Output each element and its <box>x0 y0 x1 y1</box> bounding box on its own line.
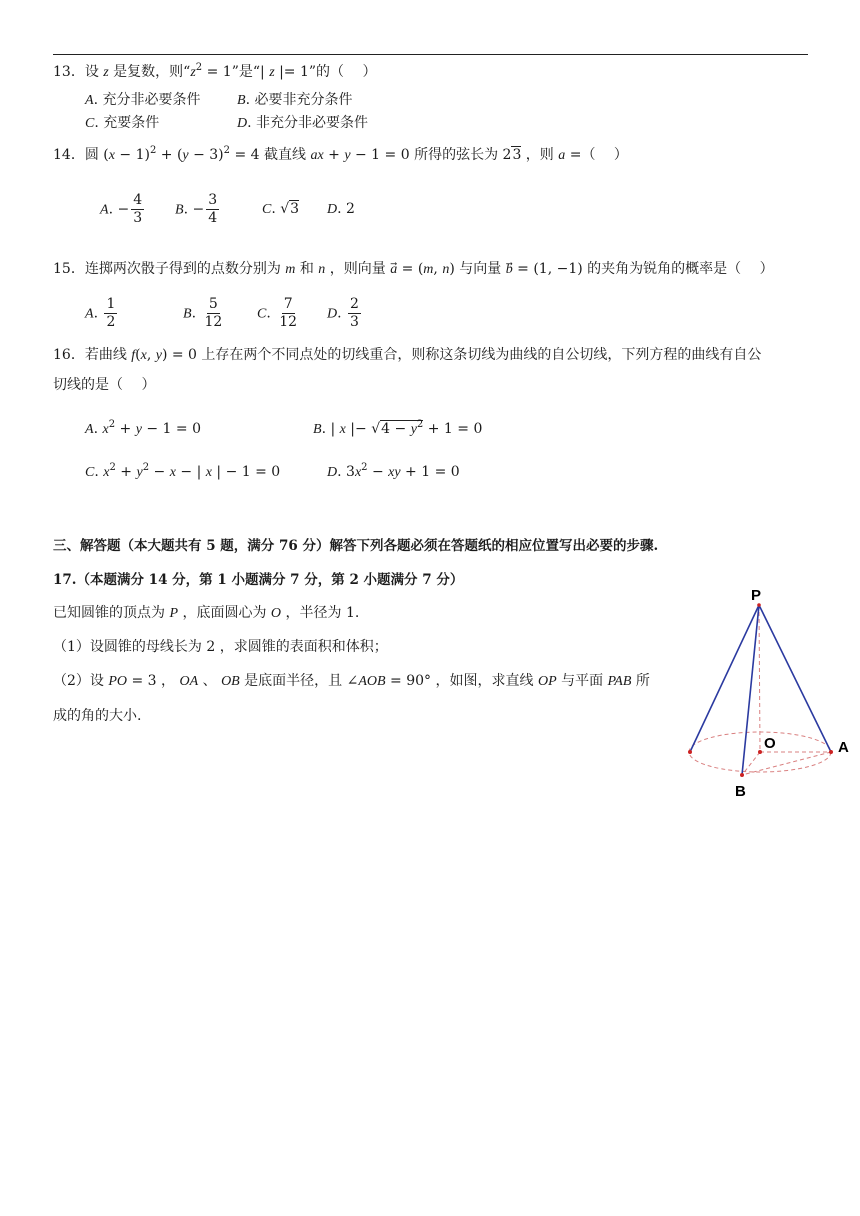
label-A: A <box>838 739 849 756</box>
q15-option-a: A. $\frac{1}{2}$ <box>85 296 116 330</box>
top-rule <box>53 54 808 55</box>
q13-option-c: C. 充要条件 <box>85 115 160 131</box>
q16-option-d: D. $3x^2$ − xy + 1 = 0 <box>327 462 460 480</box>
label-B: B <box>735 783 746 800</box>
q15-stem: 15．连掷两次骰子得到的点数分别为 m 和 n ，则向量 a⃗ = (m, n) 与向量 b⃗ = (1, −1) 的夹角为锐角的概率是（ ） <box>53 261 774 277</box>
q14-option-a: A. − $\frac{4}{3}$ <box>100 192 143 226</box>
edge-P-left <box>690 605 759 752</box>
segment-AB <box>742 752 831 775</box>
q14-option-d: D. 2 <box>327 201 355 217</box>
point-A <box>829 750 833 754</box>
q16-stem-line1: 16．若曲线 f(x, y) = 0 上存在两个不同点处的切线重合，则称这条切线为曲线的自公切线，下列方程的曲线有自公 <box>53 347 762 363</box>
edge-PB <box>742 605 759 775</box>
q15-option-d: D. $\frac{2}{3}$ <box>327 296 359 330</box>
q14-option-b: B. − $\frac{3}{4}$ <box>175 192 218 226</box>
q17-title: 17.（本题满分 14 分，第 1 小题满分 7 分，第 2 小题满分 7 分） <box>53 572 464 588</box>
q13-option-a: A. 充分非必要条件 <box>85 92 201 108</box>
q16-option-a: A. $x^2 + y - 1 = 0$ <box>85 419 201 437</box>
cone-figure <box>680 580 855 805</box>
q16-option-b: B. | x |− $√4 - y^2 + 1 = 0$ <box>313 419 483 437</box>
q13-option-b: B. 必要非充分条件 <box>237 92 353 108</box>
segment-PO <box>759 605 760 752</box>
q16-stem-line2: 切线的是（ ） <box>53 377 156 393</box>
q14-stem: 14．圆 $(x - 1)^2 + (y - 3)^2 = 4$ 截直线 ax + y − 1 = 0 所得的弦长为 23 ，则 a =（ ） <box>53 145 628 163</box>
point-B <box>740 773 744 777</box>
q17-part2-cont: 成的角的大小. <box>53 708 142 724</box>
section3-heading: 三、解答题（本大题共有 5 题，满分 76 分）解答下列各题必须在答题纸的相应位置写出必要的步骤. <box>53 538 659 554</box>
point-left <box>688 750 692 754</box>
q17-part1: （1）设圆锥的母线长为 2 ，求圆锥的表面积和体积； <box>53 639 388 655</box>
q15-options <box>85 296 385 336</box>
q14-option-c: C. √3 <box>262 201 300 217</box>
label-P: P <box>751 587 762 604</box>
q13-option-d: D. 非充分非必要条件 <box>237 115 369 131</box>
q15-option-c: C. $\frac{7}{12}$ <box>257 296 298 330</box>
label-O: O <box>764 735 776 752</box>
q14-options <box>100 192 400 232</box>
point-O <box>758 750 762 754</box>
q13-stem: 13．设 z 是复数，则“$z^2 = 1$”是“| z |= 1”的（ ） <box>53 62 377 80</box>
q17-part2: （2）设 PO = 3 ， OA 、 OB 是底面半径，且 ∠AOB = 90° ，如图，求直线 OP 与平面 PAB 所 <box>53 673 650 689</box>
q15-option-b: B. $\frac{5}{12}$ <box>183 296 223 330</box>
edge-PA <box>759 605 831 752</box>
q17-line1: 已知圆锥的顶点为 P ，底面圆心为 O ，半径为 1. <box>53 605 360 621</box>
q16-option-c: C. $x^2 + y^2 - x$ − | x | − 1 = 0 <box>85 462 281 480</box>
